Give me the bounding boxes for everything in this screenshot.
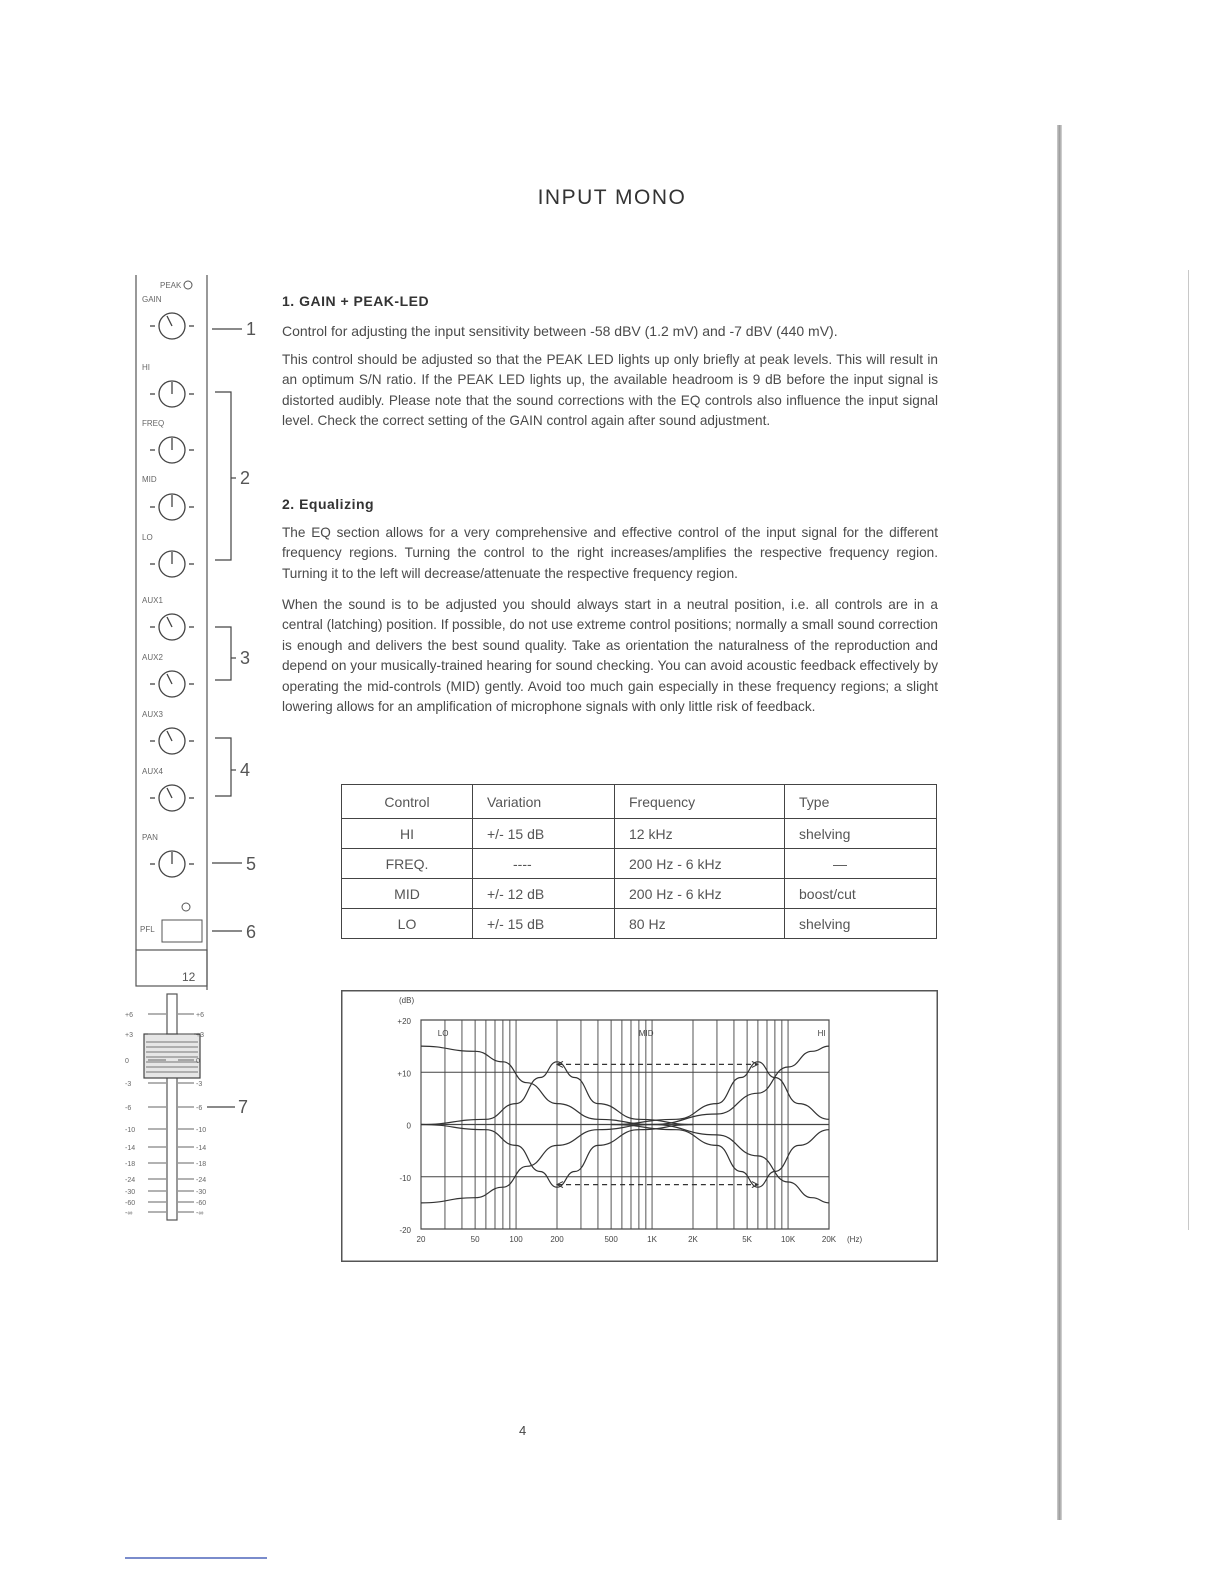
fader-scale-label-right: -24 — [196, 1177, 207, 1184]
y-tick-label: -10 — [399, 1173, 411, 1183]
table-cell: FREQ. — [342, 849, 473, 879]
fader-scale-label-right: -3 — [196, 1081, 203, 1088]
fader-scale-label-left: +6 — [125, 1012, 133, 1019]
lo-label: LO — [142, 533, 153, 542]
aux2-knob[interactable] — [150, 671, 194, 697]
x-tick-label: 20K — [821, 1235, 837, 1244]
pfl-button[interactable] — [162, 920, 202, 942]
y-axis-label: (dB) — [399, 996, 415, 1005]
mid-label: MID — [142, 475, 157, 484]
gain-knob[interactable] — [150, 313, 194, 339]
fader-scale-label-right: +6 — [196, 1012, 204, 1019]
table-cell: boost/cut — [785, 879, 937, 909]
fader-scale-label-right: -14 — [196, 1145, 207, 1152]
fader-scale-label-left: -60 — [125, 1200, 136, 1207]
table-row — [342, 909, 937, 939]
y-tick-label: +10 — [397, 1069, 411, 1079]
x-tick-label: 5K — [742, 1235, 753, 1244]
x-axis-label: (Hz) — [847, 1235, 863, 1244]
table-row — [342, 849, 937, 879]
x-tick-label: 2K — [688, 1235, 698, 1244]
fader-scale-label-right: -60 — [196, 1200, 207, 1207]
scan-edge-shadow — [1057, 125, 1062, 1520]
table-cell: +/- 15 dB — [473, 819, 615, 849]
gain-intro-text: Control for adjusting the input sensitivity between -58 dBV (1.2 mV) and -7 dBV (440 mV). — [282, 323, 838, 339]
fader-scale-label-right: -6 — [196, 1105, 203, 1112]
series-line — [421, 1125, 652, 1203]
table-header: Variation — [473, 785, 615, 819]
series-line — [421, 1046, 652, 1124]
fader-scale-label-left: -24 — [125, 1177, 136, 1184]
pan-knob[interactable] — [150, 851, 194, 877]
table-cell: shelving — [785, 909, 937, 939]
table-cell: 80 Hz — [615, 909, 785, 939]
fader-scale-label-left: -18 — [125, 1161, 136, 1168]
fader-scale-label-left: -∞ — [125, 1210, 133, 1217]
fader-cap[interactable] — [144, 1034, 200, 1078]
mid-knob[interactable] — [150, 494, 194, 520]
page-title: INPUT MONO — [537, 186, 687, 209]
callout-4: 4 — [240, 760, 251, 780]
band-label: MID — [638, 1028, 654, 1038]
fader-scale-label-left: -14 — [125, 1145, 136, 1152]
fader-scale-label-left: 0 — [125, 1058, 129, 1065]
gain-body-text: This control should be adjusted so that the PEAK LED lights up only briefly at peak levels. This will result in an optimum S/N ratio. If the PEAK LED lights up, the available headroom is 9 dB before the input signal is distorted audibly. Please note that the sound corrections with the EQ controls also influence the input signal level. Check the correct setting of the GAIN control again after sound adjustment. — [282, 352, 938, 429]
aux2-label: AUX2 — [142, 653, 163, 662]
scan-edge-line — [1188, 270, 1189, 1230]
pan-label: PAN — [142, 833, 158, 842]
table-cell: — — [785, 849, 937, 879]
x-tick-label: 1K — [647, 1235, 657, 1244]
fader-scale-label-left: -30 — [125, 1189, 136, 1196]
aux1-label: AUX1 — [142, 596, 163, 605]
fader-scale-label-right: -∞ — [196, 1210, 204, 1217]
series-line — [611, 1125, 829, 1188]
x-tick-label: 10K — [780, 1235, 796, 1244]
page-number: 4 — [519, 1423, 527, 1438]
table-header-row — [342, 785, 937, 819]
table-cell: LO — [342, 909, 473, 939]
table-cell: MID — [342, 879, 473, 909]
aux3-knob[interactable] — [150, 728, 194, 754]
x-tick-label: 20 — [416, 1235, 426, 1244]
y-tick-label: 0 — [406, 1121, 411, 1131]
pfl-led-icon — [182, 903, 190, 911]
section-heading-equalizing: 2. Equalizing — [282, 496, 375, 512]
table-header: Type — [785, 785, 937, 819]
freq-knob[interactable] — [150, 437, 194, 463]
fader-scale-label-left: +3 — [125, 1032, 133, 1039]
peak-label: PEAK — [160, 281, 182, 290]
x-tick-label: 200 — [550, 1235, 564, 1244]
table-cell: ---- — [473, 849, 615, 879]
channel-number: 12 — [182, 970, 196, 984]
table-row — [342, 879, 937, 909]
band-label: HI — [817, 1028, 826, 1038]
hi-knob[interactable] — [150, 381, 194, 407]
eq-intro-text: The EQ section allows for a very comprehensive and effective control of the input signal for the different frequency regions. Turning the control to the right increases/amplifies the respective frequency region. Turning it to the left will decrease/attenuate the respective frequency region. — [282, 525, 938, 581]
table-cell: +/- 12 dB — [473, 879, 615, 909]
eq-body-text: When the sound is to be adjusted you should always start in a neutral position, i.e. all controls are in a central (latching) position. If possible, do not use extreme control positions; normally a small sound correction is enough and delivers the best sound quality. Take as orientation the naturalness of the reproduction and depend on your musically-trained hearing for sound checking. You can avoid acoustic feedback effectively by operating the mid-controls (MID) gently. Avoid too much gain especially in these frequency regions; a slight lowering allows for an amplification of microphone signals with only little risk of feedback. — [282, 597, 938, 715]
table-row — [342, 819, 937, 849]
lo-knob[interactable] — [150, 551, 194, 577]
peak-led-icon — [184, 281, 192, 289]
channel-strip-diagram — [120, 270, 270, 1230]
eq-frequency-response-chart — [341, 990, 938, 1262]
table-header: Control — [342, 785, 473, 819]
callout-1: 1 — [246, 319, 257, 339]
aux4-label: AUX4 — [142, 767, 163, 776]
freq-label: FREQ — [142, 419, 165, 428]
table-cell: HI — [342, 819, 473, 849]
table-cell: 200 Hz - 6 kHz — [615, 849, 785, 879]
x-tick-label: 100 — [509, 1235, 523, 1244]
series-line — [611, 1062, 829, 1125]
series-line — [652, 1125, 829, 1203]
table-header: Frequency — [615, 785, 785, 819]
aux4-knob[interactable] — [150, 785, 194, 811]
y-tick-label: +20 — [397, 1017, 411, 1026]
aux3-label: AUX3 — [142, 710, 163, 719]
callout-2: 2 — [240, 468, 251, 488]
fader-scale-label-left: -3 — [125, 1081, 132, 1088]
callout-7: 7 — [238, 1097, 249, 1117]
table-cell: 12 kHz — [615, 819, 785, 849]
series-line — [652, 1046, 829, 1124]
fader-scale-label-right: -10 — [196, 1127, 207, 1134]
aux1-knob[interactable] — [150, 614, 194, 640]
table-cell: +/- 15 dB — [473, 909, 615, 939]
callout-3: 3 — [240, 648, 251, 668]
callout-6: 6 — [246, 922, 257, 942]
table-cell: shelving — [785, 819, 937, 849]
fader-scale-label-right: -18 — [196, 1161, 207, 1168]
callout-5: 5 — [246, 854, 257, 874]
fader-scale-label-left: -10 — [125, 1127, 136, 1134]
hi-label: HI — [142, 363, 150, 372]
fader-scale-label-left: -6 — [125, 1105, 132, 1112]
pfl-label: PFL — [140, 925, 155, 934]
fader-scale-label-right: 0 — [196, 1058, 200, 1065]
eq-table — [341, 784, 937, 939]
fader-scale-label-right: -30 — [196, 1189, 207, 1196]
section-heading-gain: 1. GAIN + PEAK-LED — [282, 293, 430, 309]
x-tick-label: 50 — [470, 1235, 480, 1244]
band-label: LO — [437, 1028, 449, 1038]
scan-bottom-mark — [125, 1557, 267, 1559]
x-tick-label: 500 — [604, 1235, 618, 1244]
table-cell: 200 Hz - 6 kHz — [615, 879, 785, 909]
gain-label: GAIN — [142, 295, 162, 304]
y-tick-label: -20 — [399, 1226, 411, 1235]
fader-scale-label-right: +3 — [196, 1032, 204, 1039]
